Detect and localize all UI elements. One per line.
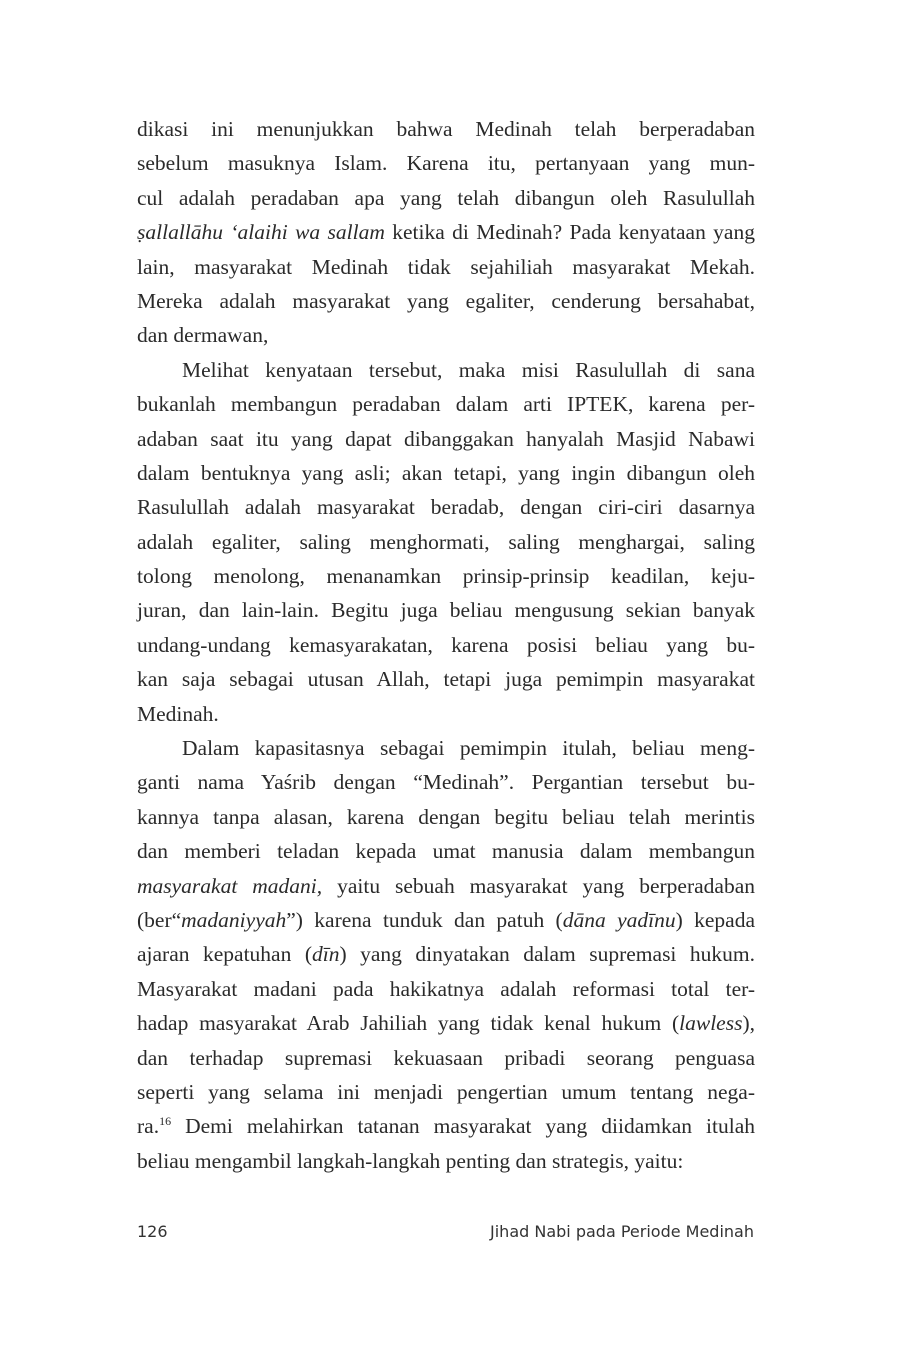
text-run: cul adalah peradaban apa yang telah dibangun oleh Rasulullah	[137, 185, 755, 210]
text-line	[137, 215, 755, 249]
text-line	[137, 628, 755, 662]
paragraph	[137, 112, 755, 353]
text-run: sebelum masuknya Islam. Karena itu, pertanyaan yang mun-	[137, 151, 755, 176]
text-run: dan memberi teladan kepada umat manusia dalam membangun	[137, 839, 755, 864]
text-line	[137, 387, 755, 421]
text-run: Rasulullah adalah masyarakat beradab, dengan ciri-ciri dasarnya	[137, 495, 755, 520]
text-line	[137, 1075, 755, 1109]
text-run: kan saja sebagai utusan Allah, tetapi juga pemimpin masyarakat	[137, 667, 755, 692]
text-run: Dalam kapasitasnya sebagai pemimpin itulah, beliau meng-	[182, 736, 755, 761]
text-run: juran, dan lain-lain. Begitu juga beliau mengusung sekian banyak	[137, 598, 755, 623]
text-line	[137, 593, 755, 627]
running-head: Jihad Nabi pada Periode Medinah	[490, 1222, 754, 1241]
text-run: Medinah.	[137, 701, 219, 726]
text-line	[137, 903, 755, 937]
paragraph	[137, 353, 755, 731]
text-run: lain, masyarakat Medinah tidak sejahiliah masyarakat Mekah.	[137, 254, 755, 279]
text-run: ) kepada	[675, 907, 755, 932]
text-run: (ber“	[137, 907, 182, 932]
text-run: ketika di Medinah? Pada kenyataan yang	[384, 220, 755, 245]
italic-term: masyarakat madani,	[137, 873, 323, 898]
text-run: dan dermawan,	[137, 323, 269, 348]
text-line	[137, 834, 755, 868]
text-run: adalah egaliter, saling menghormati, saling menghargai, saling	[137, 529, 755, 554]
text-line	[137, 318, 755, 352]
page-number: 126	[137, 1222, 168, 1241]
text-line	[137, 1041, 755, 1075]
text-line	[137, 697, 755, 731]
text-line	[137, 559, 755, 593]
text-run: dalam bentuknya yang asli; akan tetapi, yang ingin dibangun oleh	[137, 460, 755, 485]
paragraph	[137, 731, 755, 1178]
text-run: kannya tanpa alasan, karena dengan begitu beliau telah merintis	[137, 804, 755, 829]
text-line	[137, 937, 755, 971]
text-line	[137, 662, 755, 696]
text-run: dikasi ini menunjukkan bahwa Medinah telah berperadaban	[137, 117, 755, 141]
text-line	[137, 284, 755, 318]
text-run: Demi melahirkan tatanan masyarakat yang diidamkan itulah	[171, 1114, 755, 1139]
text-run: adaban saat itu yang dapat dibanggakan hanyalah Masjid Nabawi	[137, 426, 755, 451]
text-run: undang-undang kemasyarakatan, karena posisi beliau yang bu-	[137, 632, 755, 657]
text-run: Melihat kenyataan tersebut, maka misi Rasulullah di sana	[182, 357, 755, 382]
text-run: dan terhadap supremasi kekuasaan pribadi seorang penguasa	[137, 1045, 755, 1070]
text-run: hadap masyarakat Arab Jahiliah yang tidak kenal hukum (	[137, 1011, 680, 1036]
text-run: tolong menolong, menanamkan prinsip-prinsip keadilan, keju-	[137, 564, 755, 589]
italic-term: dāna yadīnu	[562, 907, 676, 932]
body-text	[137, 112, 755, 1178]
text-line	[137, 353, 755, 387]
text-line	[137, 1144, 755, 1178]
text-line	[137, 869, 755, 903]
text-line	[137, 972, 755, 1006]
footnote-ref: 16	[159, 1114, 172, 1129]
text-line	[137, 1109, 755, 1143]
text-run: Masyarakat madani pada hakikatnya adalah reformasi total ter-	[137, 976, 755, 1001]
text-line	[137, 765, 755, 799]
text-run: ),	[742, 1011, 755, 1036]
text-run: seperti yang selama ini menjadi pengertian umum tentang nega-	[137, 1079, 755, 1104]
text-line	[137, 250, 755, 284]
text-line	[137, 456, 755, 490]
italic-term: ṣallallāhu ‘alaihi wa sallam	[137, 220, 385, 245]
text-run: Mereka adalah masyarakat yang egaliter, cenderung bersahabat,	[137, 288, 755, 313]
text-line	[137, 800, 755, 834]
text-run: yaitu sebuah masyarakat yang berperadaban	[322, 873, 755, 898]
text-line	[137, 1006, 755, 1040]
text-line	[137, 112, 755, 146]
text-run: ra.	[137, 1114, 160, 1139]
italic-term: lawless	[679, 1011, 743, 1036]
text-run: ganti nama Yaśrib dengan “Medinah”. Pergantian tersebut bu-	[137, 770, 755, 795]
text-run: ajaran kepatuhan (	[137, 942, 312, 967]
italic-term: madaniyyah	[181, 907, 287, 932]
text-run: beliau mengambil langkah-langkah penting dan strategis, yaitu:	[137, 1148, 684, 1173]
text-line	[137, 181, 755, 215]
text-line	[137, 422, 755, 456]
text-line	[137, 525, 755, 559]
text-run: ”) karena tunduk dan patuh (	[286, 907, 563, 932]
text-line	[137, 490, 755, 524]
text-run: ) yang dinyatakan dalam supremasi hukum.	[339, 942, 755, 967]
italic-term: dīn	[312, 942, 340, 967]
text-line	[137, 731, 755, 765]
text-run: bukanlah membangun peradaban dalam arti IPTEK, karena per-	[137, 392, 755, 417]
text-line	[137, 146, 755, 180]
